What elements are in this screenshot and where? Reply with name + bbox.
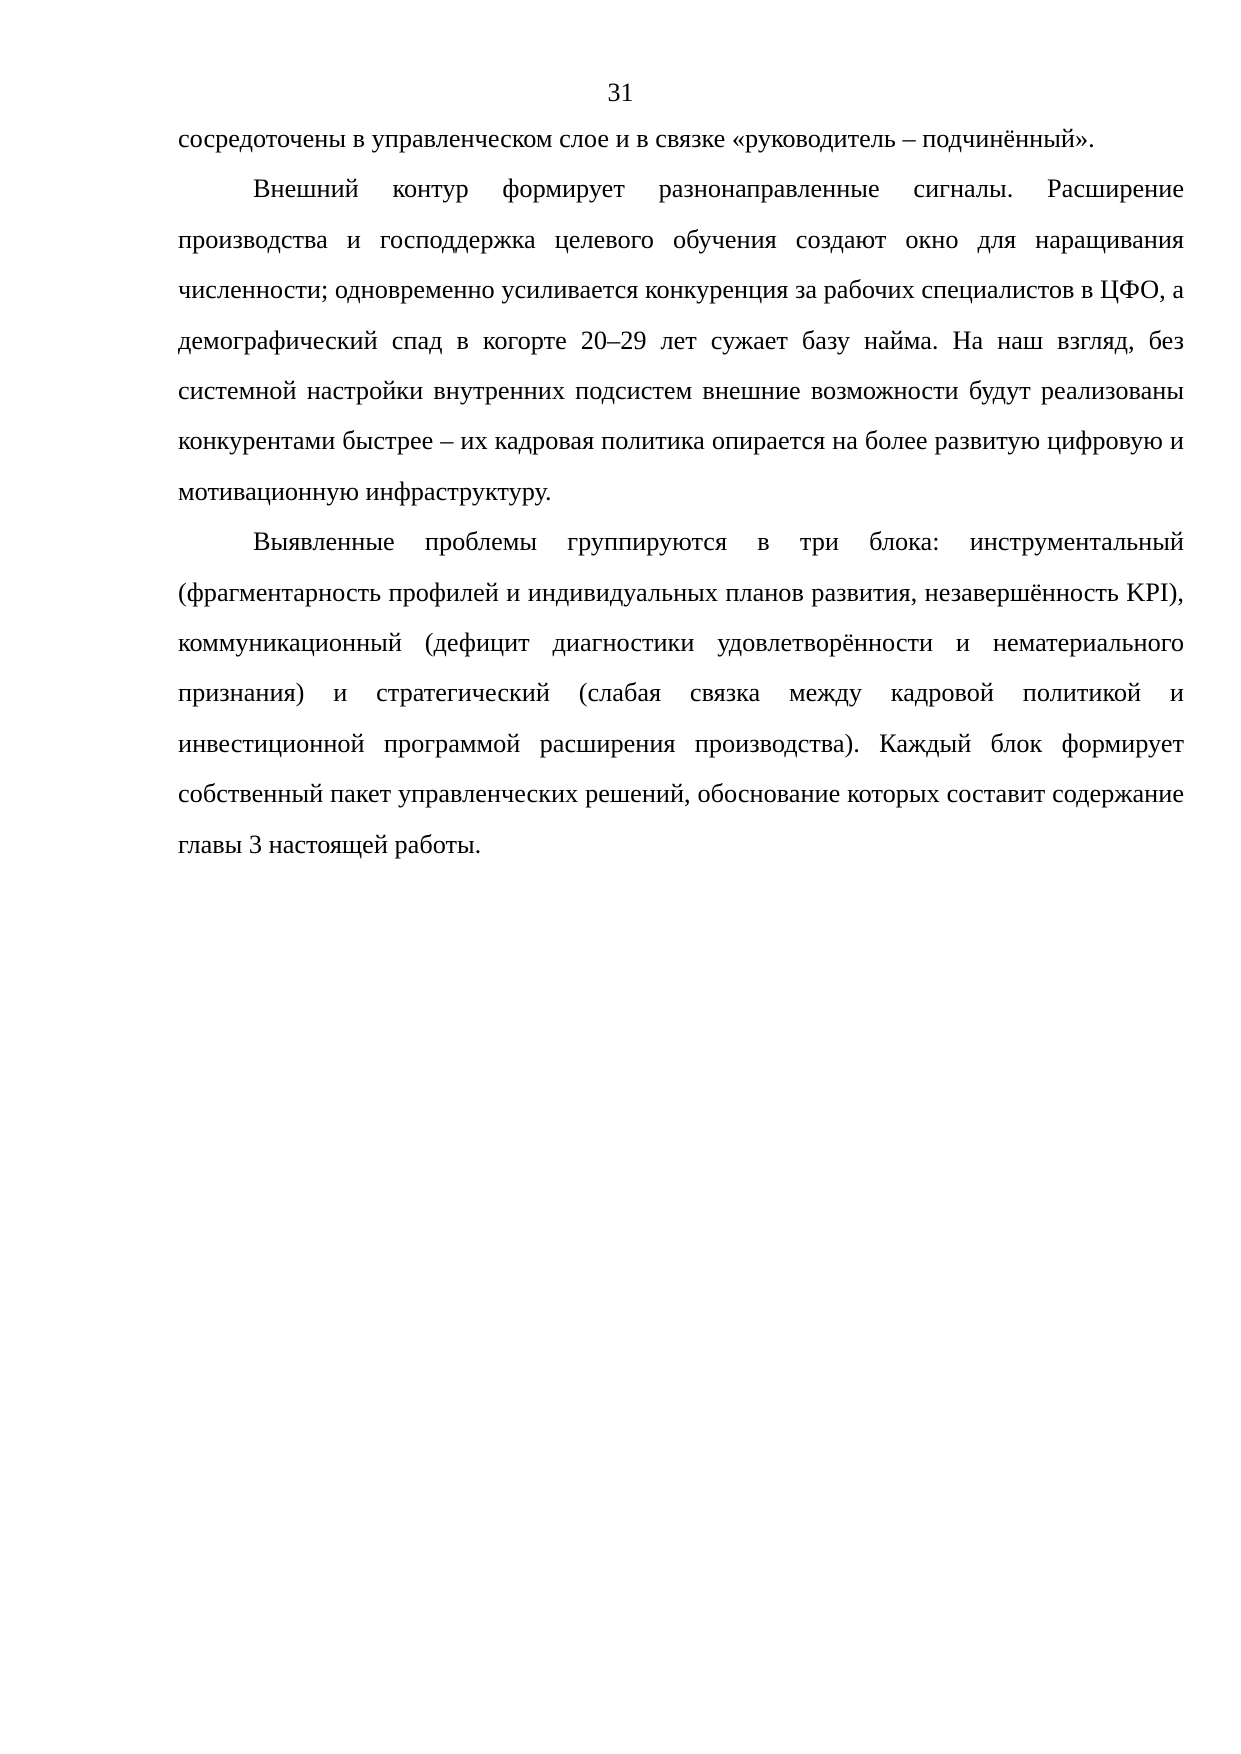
paragraph-identified-problems: Выявленные проблемы группируются в три блока: инструментальный (фрагментарность профилей и индивидуальных планов развития, незавершённость KPI), коммуникационный (дефицит диагностики удовлетворённости и нематериального признания) и стратегический (слабая связка между кадровой политикой и инвестиционной программой расширения производства). Каждый блок формирует собственный пакет управленческих решений, обоснование которых составит содержание главы 3 настоящей работы. [178, 527, 1184, 859]
paragraph-external-contour: Внешний контур формирует разнонаправленные сигналы. Расширение производства и господдержка целевого обучения создают окно для наращивания численности; одновременно усиливается конкуренция за рабочих специалистов в ЦФО, а демографический спад в когорте 20–29 лет сужает базу найма. На наш взгляд, без системной настройки внутренних подсистем внешние возможности будут реализованы конкурентами быстрее – их кадровая политика опирается на более развитую цифровую и мотивационную инфраструктуру. [178, 174, 1184, 506]
body-text [178, 114, 1184, 870]
paragraph-continuation: сосредоточены в управленческом слое и в связке «руководитель – подчинённый». [178, 124, 1095, 153]
page-number: 31 [607, 78, 634, 107]
